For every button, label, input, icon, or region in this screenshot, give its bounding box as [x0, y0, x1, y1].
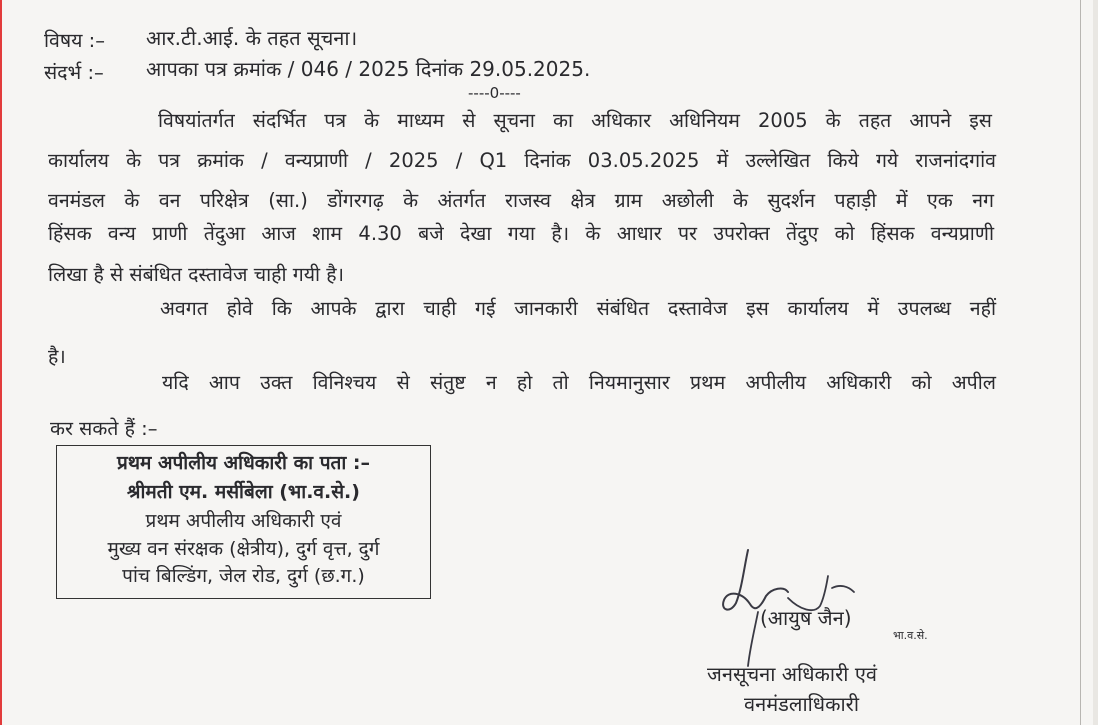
appellate-box-title: प्रथम अपीलीय अधिकारी का पता :– — [117, 452, 370, 474]
appellate-address-box — [56, 445, 431, 599]
subject-text: आर.टी.आई. के तहत सूचना। — [146, 26, 358, 50]
para1-line1: विषयांतर्गत संदर्भित पत्र के माध्यम से सूचना का अधिकार अधिनियम 2005 के तहत आपने इस — [158, 109, 992, 132]
signatory-name: (आयुष जैन) — [760, 606, 852, 630]
para2-line1: अवगत होवे कि आपके द्वारा चाही गई जानकारी संबंधित दस्तावेज इस कार्यालय में उपलब्ध नहीं — [160, 297, 996, 320]
para3-line2: कर सकते हैं :– — [50, 417, 158, 440]
designation-line1: जनसूचना अधिकारी एवं — [707, 662, 877, 686]
appellate-address-line1: प्रथम अपीलीय अधिकारी एवं — [145, 510, 342, 532]
para1-line4: हिंसक वन्य प्राणी तेंदुआ आज शाम 4.30 बजे देखा गया है। के आधार पर उपरोक्त तेंदुए को हिंसक वन्यप्राणी — [48, 222, 994, 245]
page-fold-line — [1080, 0, 1081, 725]
para1-line5: लिखा है से संबंधित दस्तावेज चाही गयी है। — [48, 263, 345, 286]
page-edge — [1093, 0, 1098, 725]
appellate-address-line2: मुख्य वन संरक्षक (क्षेत्रीय), दुर्ग वृत्त, दुर्ग — [107, 538, 380, 560]
signatory-service: भा.व.से. — [893, 629, 928, 642]
para2-line2: है। — [48, 345, 66, 368]
divider: ----0---- — [468, 84, 521, 102]
appellate-officer-name: श्रीमती एम. मर्सीबेला (भा.व.से.) — [127, 481, 360, 503]
designation-line2: वनमंडलाधिकारी — [744, 692, 859, 716]
reference-label: संदर्भ :– — [44, 61, 104, 84]
appellate-address-line3: पांच बिल्डिंग, जेल रोड, दुर्ग (छ.ग.) — [122, 565, 365, 587]
para3-line1: यदि आप उक्त विनिश्चय से संतुष्ट न हो तो नियमानुसार प्रथम अपीलीय अधिकारी को अपील — [162, 371, 996, 394]
reference-text: आपका पत्र क्रमांक / 046 / 2025 दिनांक 29.05.2025. — [146, 57, 591, 81]
para1-line2: कार्यालय के पत्र क्रमांक / वन्यप्राणी / 2025 / Q1 दिनांक 03.05.2025 में उल्लेखित किये गये राजनांदगांव — [48, 149, 996, 172]
para1-line3: वनमंडल के वन परिक्षेत्र (सा.) डोंगरगढ़ के अंतर्गत राजस्व क्षेत्र ग्राम अछोली के सुदर्शन पहाड़ी में एक नग — [48, 189, 994, 212]
subject-label: विषय :– — [44, 29, 105, 52]
